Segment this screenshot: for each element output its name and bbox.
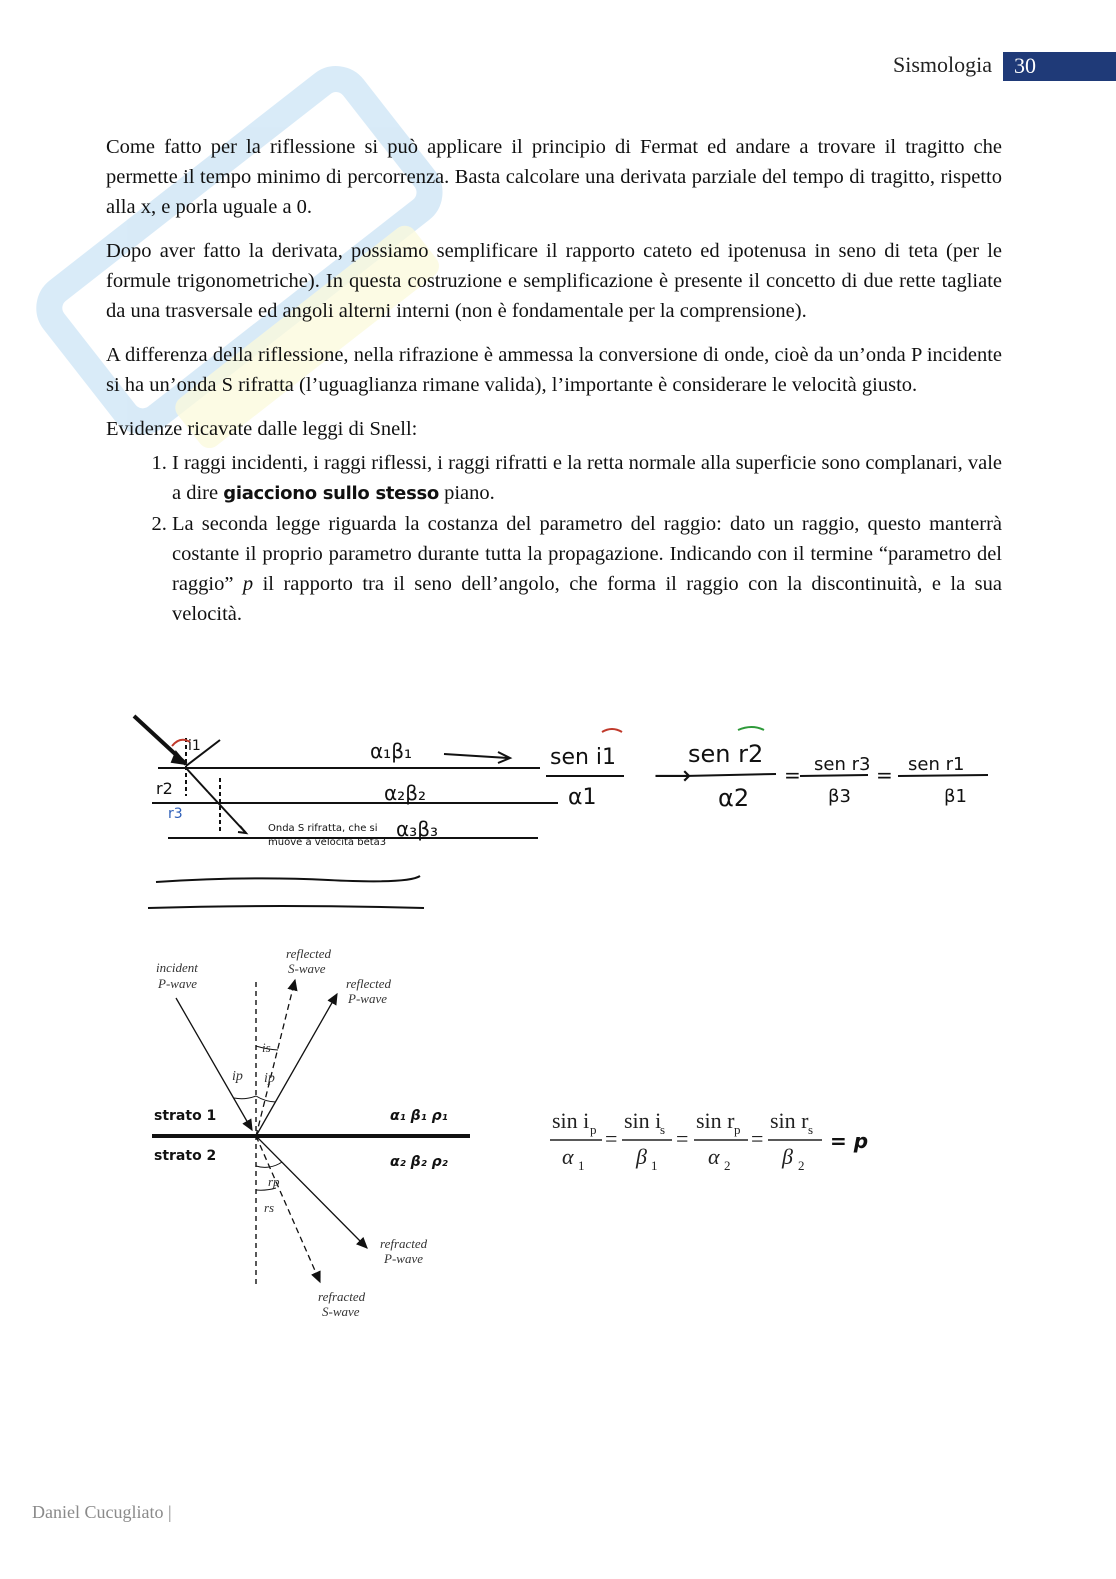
footer-author: Daniel Cucugliato | <box>32 1502 172 1522</box>
svg-text:is: is <box>262 1040 271 1055</box>
svg-text:α: α <box>708 1144 720 1169</box>
svg-text:ip: ip <box>264 1071 275 1086</box>
svg-text:S-wave: S-wave <box>322 1304 360 1319</box>
svg-text:α₂β₂: α₂β₂ <box>384 781 426 805</box>
svg-text:sin r: sin r <box>770 1108 809 1133</box>
svg-text:ip: ip <box>232 1069 243 1084</box>
highlighted-text: giacciono sullo stesso <box>223 483 439 504</box>
running-header-title: Sismologia <box>892 52 992 77</box>
svg-text:reflected: reflected <box>346 976 391 991</box>
svg-text:β: β <box>636 1144 647 1169</box>
svg-text:muove a velocità beta3: muove a velocità beta3 <box>268 837 387 848</box>
svg-text:refracted: refracted <box>318 1289 366 1304</box>
snell-formula <box>548 1098 888 1178</box>
svg-text:β1: β1 <box>944 786 967 807</box>
svg-text:α₁ β₁ ρ₁: α₁ β₁ ρ₁ <box>390 1108 448 1124</box>
svg-text:p: p <box>734 1122 741 1137</box>
svg-text:Onda S rifratta, che si: Onda S rifratta, che si <box>268 823 378 834</box>
svg-text:sin r: sin r <box>696 1108 735 1133</box>
svg-text:r2: r2 <box>156 779 173 798</box>
svg-text:sen i1: sen i1 <box>550 745 617 770</box>
svg-text:=: = <box>876 763 893 787</box>
svg-text:α₃β₃: α₃β₃ <box>396 817 438 841</box>
svg-text:r3: r3 <box>168 806 183 822</box>
svg-text:α1: α1 <box>568 785 597 810</box>
list-item: 1. I raggi incidenti, i raggi riflessi, i raggi rifratti e la retta normale alla superficie sono complanari, vale a dire giacciono sullo stesso piano. <box>172 448 1002 509</box>
svg-text:⟶: ⟶ <box>654 761 692 791</box>
svg-text:sen r3: sen r3 <box>814 754 871 775</box>
svg-text:sen r1: sen r1 <box>908 754 965 775</box>
svg-text:2: 2 <box>724 1158 731 1173</box>
paragraph-fermat: Come fatto per la riflessione si può applicare il principio di Fermat ed andare a trovare il tragitto che permette il tempo minimo di percorrenza. Basta calcolare una derivata parziale del tempo di tragitto, rispetto alla x, e porla uguale a 0. <box>106 136 1002 218</box>
svg-text:P-wave: P-wave <box>384 1251 423 1266</box>
svg-text:i1: i1 <box>188 738 201 754</box>
paragraph-snell-intro: Evidenze ricavate dalle leggi di Snell: <box>106 418 418 440</box>
svg-text:=: = <box>605 1126 618 1151</box>
snell-evidence-list <box>106 448 1002 629</box>
svg-text:p: p <box>590 1122 597 1137</box>
svg-text:P-wave: P-wave <box>158 976 197 991</box>
svg-text:β3: β3 <box>828 786 851 807</box>
svg-text:1: 1 <box>578 1158 585 1173</box>
list-item: 2. La seconda legge riguarda la costanza del parametro del raggio: dato un raggio, questo manterrà costante il proprio parametro durante tutta la propagazione. Indicando con il termine “parametro del raggio” p il rapporto tra il seno dell’angolo, che forma il raggio con la discontinuità, e la sua velocità. <box>172 509 1002 629</box>
svg-text:α₁β₁: α₁β₁ <box>370 739 412 763</box>
svg-text:β: β <box>782 1144 793 1169</box>
handwritten-sketch <box>128 708 1008 928</box>
svg-text:=: = <box>751 1126 764 1151</box>
svg-text:2: 2 <box>798 1158 805 1173</box>
svg-text:s: s <box>808 1122 814 1137</box>
svg-text:=: = <box>784 763 801 787</box>
svg-text:= p: = p <box>830 1129 869 1153</box>
svg-text:S-wave: S-wave <box>288 961 326 976</box>
svg-text:α: α <box>562 1144 574 1169</box>
svg-text:rp: rp <box>268 1174 280 1189</box>
svg-text:=: = <box>676 1126 689 1151</box>
ray-parameter-symbol: p <box>242 573 254 595</box>
snell-diagram <box>140 940 500 1330</box>
svg-text:sen r2: sen r2 <box>688 740 764 768</box>
body-text <box>106 132 1002 629</box>
paragraph-derivative: Dopo aver fatto la derivata, possiamo semplificare il rapporto cateto ed ipotenusa in seno di teta (per le formule trigonometriche). In questa costruzione e semplificazione è presente il concetto di due rette tagliate da una trasversale ed angoli alterni interni (non è fondamentale per la comprensione). <box>106 240 1002 322</box>
svg-text:sin i: sin i <box>552 1108 590 1133</box>
svg-text:rs: rs <box>264 1200 275 1215</box>
svg-text:strato 2: strato 2 <box>154 1148 217 1164</box>
svg-text:reflected: reflected <box>286 946 331 961</box>
svg-text:α2: α2 <box>718 784 750 812</box>
paragraph-conversion: A differenza della riflessione, nella rifrazione è ammessa la conversione di onde, cioè da un’onda P incidente si ha un’onda S rifratta (l’uguaglianza rimane valida), l’importante è considerare le velocità giusto. <box>106 344 1002 396</box>
svg-text:s: s <box>660 1122 666 1137</box>
svg-text:sin i: sin i <box>624 1108 662 1133</box>
svg-text:P-wave: P-wave <box>348 991 387 1006</box>
svg-text:strato 1: strato 1 <box>154 1108 217 1124</box>
svg-text:incident: incident <box>156 960 198 975</box>
page-number: 30 <box>1014 53 1036 78</box>
svg-text:1: 1 <box>651 1158 658 1173</box>
svg-text:refracted: refracted <box>380 1236 428 1251</box>
svg-text:α₂ β₂ ρ₂: α₂ β₂ ρ₂ <box>390 1154 448 1170</box>
